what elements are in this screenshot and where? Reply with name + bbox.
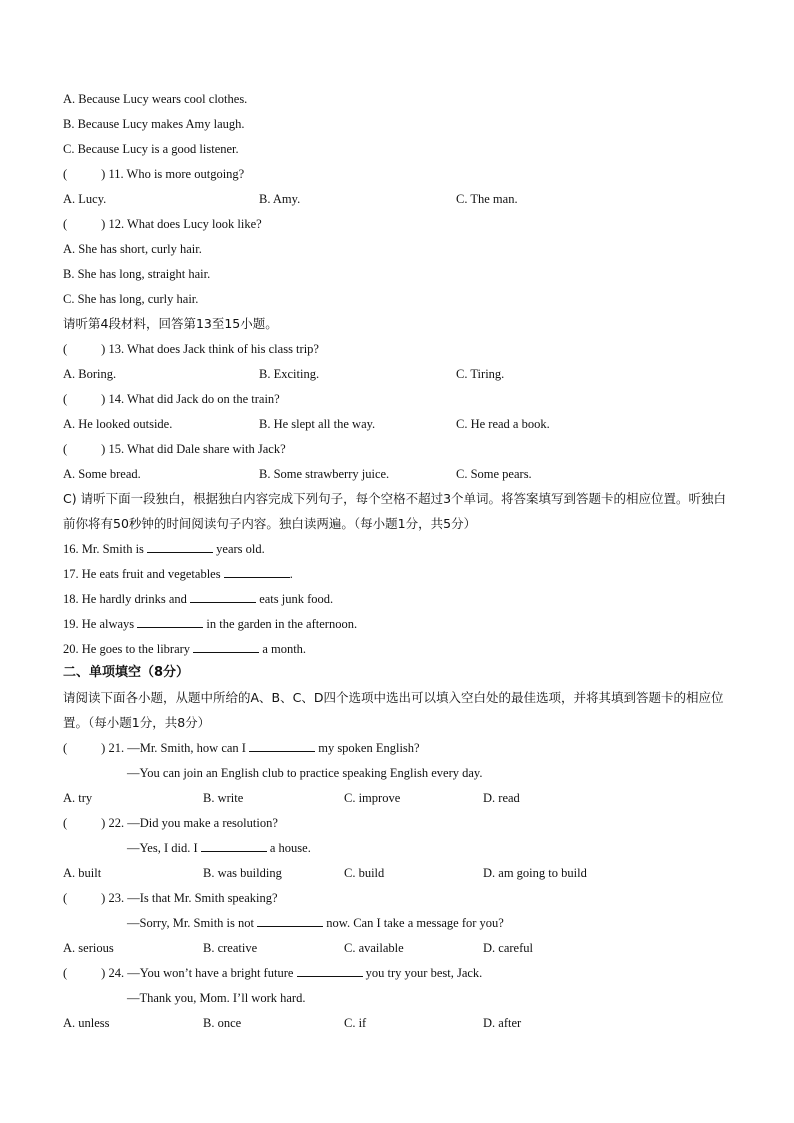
q17-blank	[224, 566, 290, 578]
q14-option-c: C. He read a book.	[456, 417, 550, 431]
q22-option-b: B. was building	[203, 866, 282, 880]
q19-sentence	[63, 616, 357, 632]
q11-option-c: C. The man.	[456, 192, 518, 206]
q13-question	[63, 341, 319, 357]
q12-option-a: A. She has short, curly hair.	[63, 242, 202, 256]
q11-options	[63, 191, 743, 207]
q23-reply	[127, 915, 504, 931]
q15-options	[63, 466, 743, 482]
q24-option-b: B. once	[203, 1016, 242, 1030]
q21-after: my spoken English?	[318, 741, 420, 755]
q24-blank	[297, 965, 363, 977]
q20-sentence	[63, 641, 306, 657]
q24-reply: —Thank you, Mom. I’ll work hard.	[127, 991, 306, 1005]
q11-text: 11. Who is more outgoing?	[108, 167, 245, 181]
part2-instruction: 请阅读下面各小题，从题中所给的A、B、C、D四个选项中选出可以填入空白处的最佳选项，并将其填到答题卡的相应位置。（每小题1分，共8分）	[63, 690, 724, 730]
q23-options	[63, 940, 743, 956]
q23-option-d: D. careful	[483, 941, 533, 955]
q21-blank	[249, 740, 315, 752]
q17-sentence	[63, 566, 293, 582]
answer-paren: ( )	[63, 891, 106, 905]
q12-option-c: C. She has long, curly hair.	[63, 292, 199, 306]
q21-option-d: D. read	[483, 791, 520, 805]
q15-option-a: A. Some bread.	[63, 467, 141, 481]
answer-paren: ( )	[63, 966, 106, 980]
q22-blank	[201, 840, 267, 852]
q19-after: in the garden in the afternoon.	[206, 617, 358, 631]
q10-option-c: C. Because Lucy is a good listener.	[63, 142, 239, 156]
q22-reply-before: —Yes, I did. I	[127, 841, 198, 855]
q22-options	[63, 865, 743, 881]
q23-reply-after: now. Can I take a message for you?	[326, 916, 504, 930]
q12-text: 12. What does Lucy look like?	[108, 217, 262, 231]
q22-option-d: D. am going to build	[483, 866, 587, 880]
q23-option-c: C. available	[344, 941, 404, 955]
q20-after: a month.	[262, 642, 307, 656]
q23-blank	[257, 915, 323, 927]
q24-after: you try your best, Jack.	[365, 966, 483, 980]
q21-options	[63, 790, 743, 806]
q11-option-a: A. Lucy.	[63, 192, 107, 206]
q23-option-a: A. serious	[63, 941, 114, 955]
q23-reply-before: —Sorry, Mr. Smith is not	[127, 916, 254, 930]
q13-option-c: C. Tiring.	[456, 367, 505, 381]
q14-question	[63, 391, 280, 407]
q16-before: 16. Mr. Smith is	[63, 542, 144, 556]
q13-option-a: A. Boring.	[63, 367, 117, 381]
q15-option-c: C. Some pears.	[456, 467, 532, 481]
q18-sentence	[63, 591, 333, 607]
q14-option-b: B. He slept all the way.	[259, 417, 376, 431]
answer-paren: ( )	[63, 342, 106, 356]
q19-before: 19. He always	[63, 617, 135, 631]
q11-question	[63, 166, 244, 182]
answer-paren: ( )	[63, 442, 106, 456]
q24-option-a: A. unless	[63, 1016, 110, 1030]
q24-option-d: D. after	[483, 1016, 522, 1030]
q22-option-c: C. build	[344, 866, 385, 880]
answer-paren: ( )	[63, 217, 106, 231]
q24-option-c: C. if	[344, 1016, 367, 1030]
answer-paren: ( )	[63, 741, 106, 755]
q24-options	[63, 1015, 743, 1031]
section-c-instruction: C) 请听下面一段独白，根据独白内容完成下列句子，每个空格不超过3个单词。将答案填写到答题卡的相应位置。听独白前你将有50秒钟的时间阅读句子内容。独白读两遍。（每小题1分，共5分）	[63, 491, 727, 531]
q20-before: 20. He goes to the library	[63, 642, 191, 656]
q22-text: 22. —Did you make a resolution?	[108, 816, 278, 830]
q16-blank	[147, 541, 213, 553]
answer-paren: ( )	[63, 392, 106, 406]
q13-options	[63, 366, 743, 382]
q18-after: eats junk food.	[259, 592, 334, 606]
q23-text: 23. —Is that Mr. Smith speaking?	[108, 891, 278, 905]
q18-before: 18. He hardly drinks and	[63, 592, 187, 606]
q13-option-b: B. Exciting.	[259, 367, 320, 381]
q21-before: 21. —Mr. Smith, how can I	[108, 741, 246, 755]
q16-sentence	[63, 541, 265, 557]
q21-option-c: C. improve	[344, 791, 401, 805]
q10-option-b: B. Because Lucy makes Amy laugh.	[63, 117, 245, 131]
q15-question	[63, 441, 286, 457]
q21-question	[63, 740, 420, 756]
q14-option-a: A. He looked outside.	[63, 417, 173, 431]
q14-text: 14. What did Jack do on the train?	[108, 392, 280, 406]
q12-option-b: B. She has long, straight hair.	[63, 267, 211, 281]
q14-options	[63, 416, 743, 432]
q17-after: .	[289, 567, 293, 581]
q21-option-b: B. write	[203, 791, 244, 805]
q18-blank	[190, 591, 256, 603]
section4-instruction: 请听第4段材料，回答第13至15小题。	[63, 316, 278, 331]
q19-blank	[137, 616, 203, 628]
q13-text: 13. What does Jack think of his class trip?	[108, 342, 319, 356]
q24-question	[63, 965, 482, 981]
q23-option-b: B. creative	[203, 941, 258, 955]
q21-reply: —You can join an English club to practice speaking English every day.	[127, 766, 483, 780]
q24-before: 24. —You won’t have a bright future	[108, 966, 294, 980]
answer-paren: ( )	[63, 167, 106, 181]
q15-text: 15. What did Dale share with Jack?	[108, 442, 286, 456]
part2-heading: 二、单项填空（8分）	[63, 665, 190, 680]
q12-question	[63, 216, 262, 232]
q15-option-b: B. Some strawberry juice.	[259, 467, 390, 481]
q22-option-a: A. built	[63, 866, 102, 880]
q17-before: 17. He eats fruit and vegetables	[63, 567, 221, 581]
answer-paren: ( )	[63, 816, 106, 830]
q22-reply-after: a house.	[269, 841, 311, 855]
q22-question	[63, 815, 278, 831]
q22-reply	[127, 840, 311, 856]
q20-blank	[193, 641, 259, 653]
q23-question	[63, 890, 278, 906]
q16-after: years old.	[216, 542, 265, 556]
q11-option-b: B. Amy.	[259, 192, 301, 206]
q21-option-a: A. try	[63, 791, 93, 805]
q10-option-a: A. Because Lucy wears cool clothes.	[63, 92, 248, 106]
